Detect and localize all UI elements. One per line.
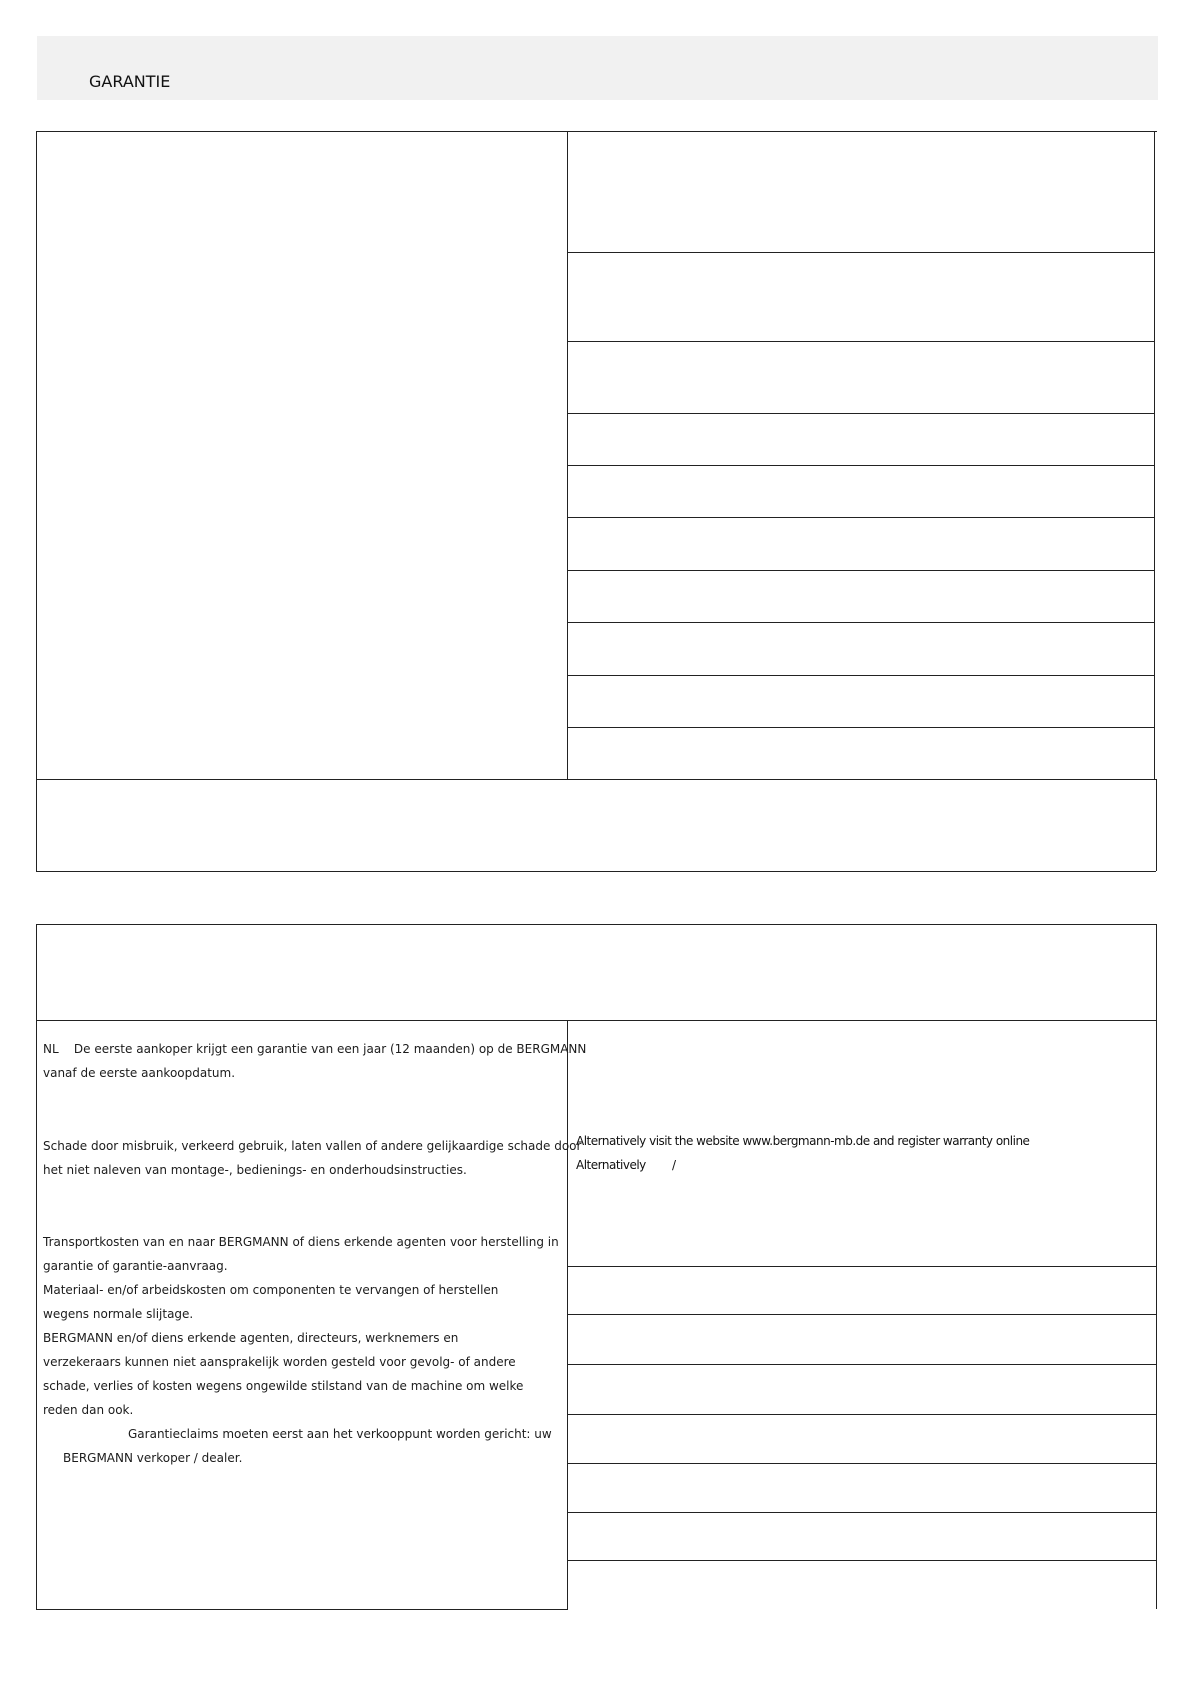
form-field-line	[567, 252, 1154, 253]
form-field-line	[567, 1266, 1156, 1267]
form-border-top	[36, 924, 1157, 925]
liability-clause-cont: verzekeraars kunnen niet aansprakelijk worden gesteld voor gevolg- of andere	[43, 1355, 516, 1369]
damage-exclusion: Schade door misbruik, verkeerd gebruik, laten vallen of andere gelijkaardige schade door	[43, 1139, 582, 1153]
form-field-line	[567, 413, 1154, 414]
form-row-divider-main	[36, 779, 1156, 780]
material-exclusion-cont: wegens normale slijtage.	[43, 1307, 194, 1321]
form-field-line	[567, 1463, 1156, 1464]
form-column-divider	[567, 131, 568, 779]
form-border-bottom	[36, 1609, 568, 1610]
form-field-line	[567, 1414, 1156, 1415]
claims-notice: Garantieclaims moeten eerst aan het verkooppunt worden gericht: uw	[128, 1427, 552, 1441]
claims-notice-cont: BERGMANN verkoper / dealer.	[63, 1451, 243, 1465]
form-header-divider	[36, 1020, 1157, 1021]
liability-clause-cont: reden dan ook.	[43, 1403, 134, 1417]
form-field-line	[567, 341, 1154, 342]
form-field-line	[567, 1314, 1156, 1315]
form-border-right	[1156, 924, 1157, 1609]
form-border-right-upper	[1154, 131, 1155, 780]
form-border-left	[36, 924, 37, 1609]
form-border-bottom	[36, 871, 1156, 872]
transport-exclusion-cont: garantie of garantie-aanvraag.	[43, 1259, 228, 1273]
online-registration-text: Alternatively visit the website www.bergmann-mb.de and register warranty online	[576, 1134, 1030, 1148]
form-field-line	[567, 570, 1154, 571]
warranty-intro: NL De eerste aankoper krijgt een garantie van een jaar (12 maanden) op de BERGMANN	[43, 1042, 587, 1056]
liability-clause: BERGMANN en/of diens erkende agenten, directeurs, werknemers en	[43, 1331, 459, 1345]
warranty-intro-cont: vanaf de eerste aankoopdatum.	[43, 1066, 236, 1080]
form-field-line	[567, 622, 1154, 623]
form-field-line	[567, 517, 1154, 518]
form-field-line	[567, 1364, 1156, 1365]
form-field-line	[567, 675, 1154, 676]
form-field-line	[567, 1512, 1156, 1513]
transport-exclusion: Transportkosten van en naar BERGMANN of diens erkende agenten voor herstelling in	[43, 1235, 559, 1249]
form-field-line	[567, 1560, 1156, 1561]
material-exclusion: Materiaal- en/of arbeidskosten om componenten te vervangen of herstellen	[43, 1283, 499, 1297]
form-border-right-lower	[1156, 779, 1157, 871]
form-field-line	[567, 465, 1154, 466]
page-title: GARANTIE	[89, 72, 171, 91]
alternative-separator: /	[672, 1158, 676, 1172]
form-border-left	[36, 131, 37, 871]
form-border-top	[36, 131, 1157, 132]
liability-clause-cont: schade, verlies of kosten wegens ongewilde stilstand van de machine om welke	[43, 1379, 524, 1393]
alternative-label: Alternatively	[576, 1158, 646, 1172]
form-field-line	[567, 727, 1154, 728]
damage-exclusion-cont: het niet naleven van montage-, bedienings- en onderhoudsinstructies.	[43, 1163, 467, 1177]
header-bar	[37, 36, 1158, 100]
